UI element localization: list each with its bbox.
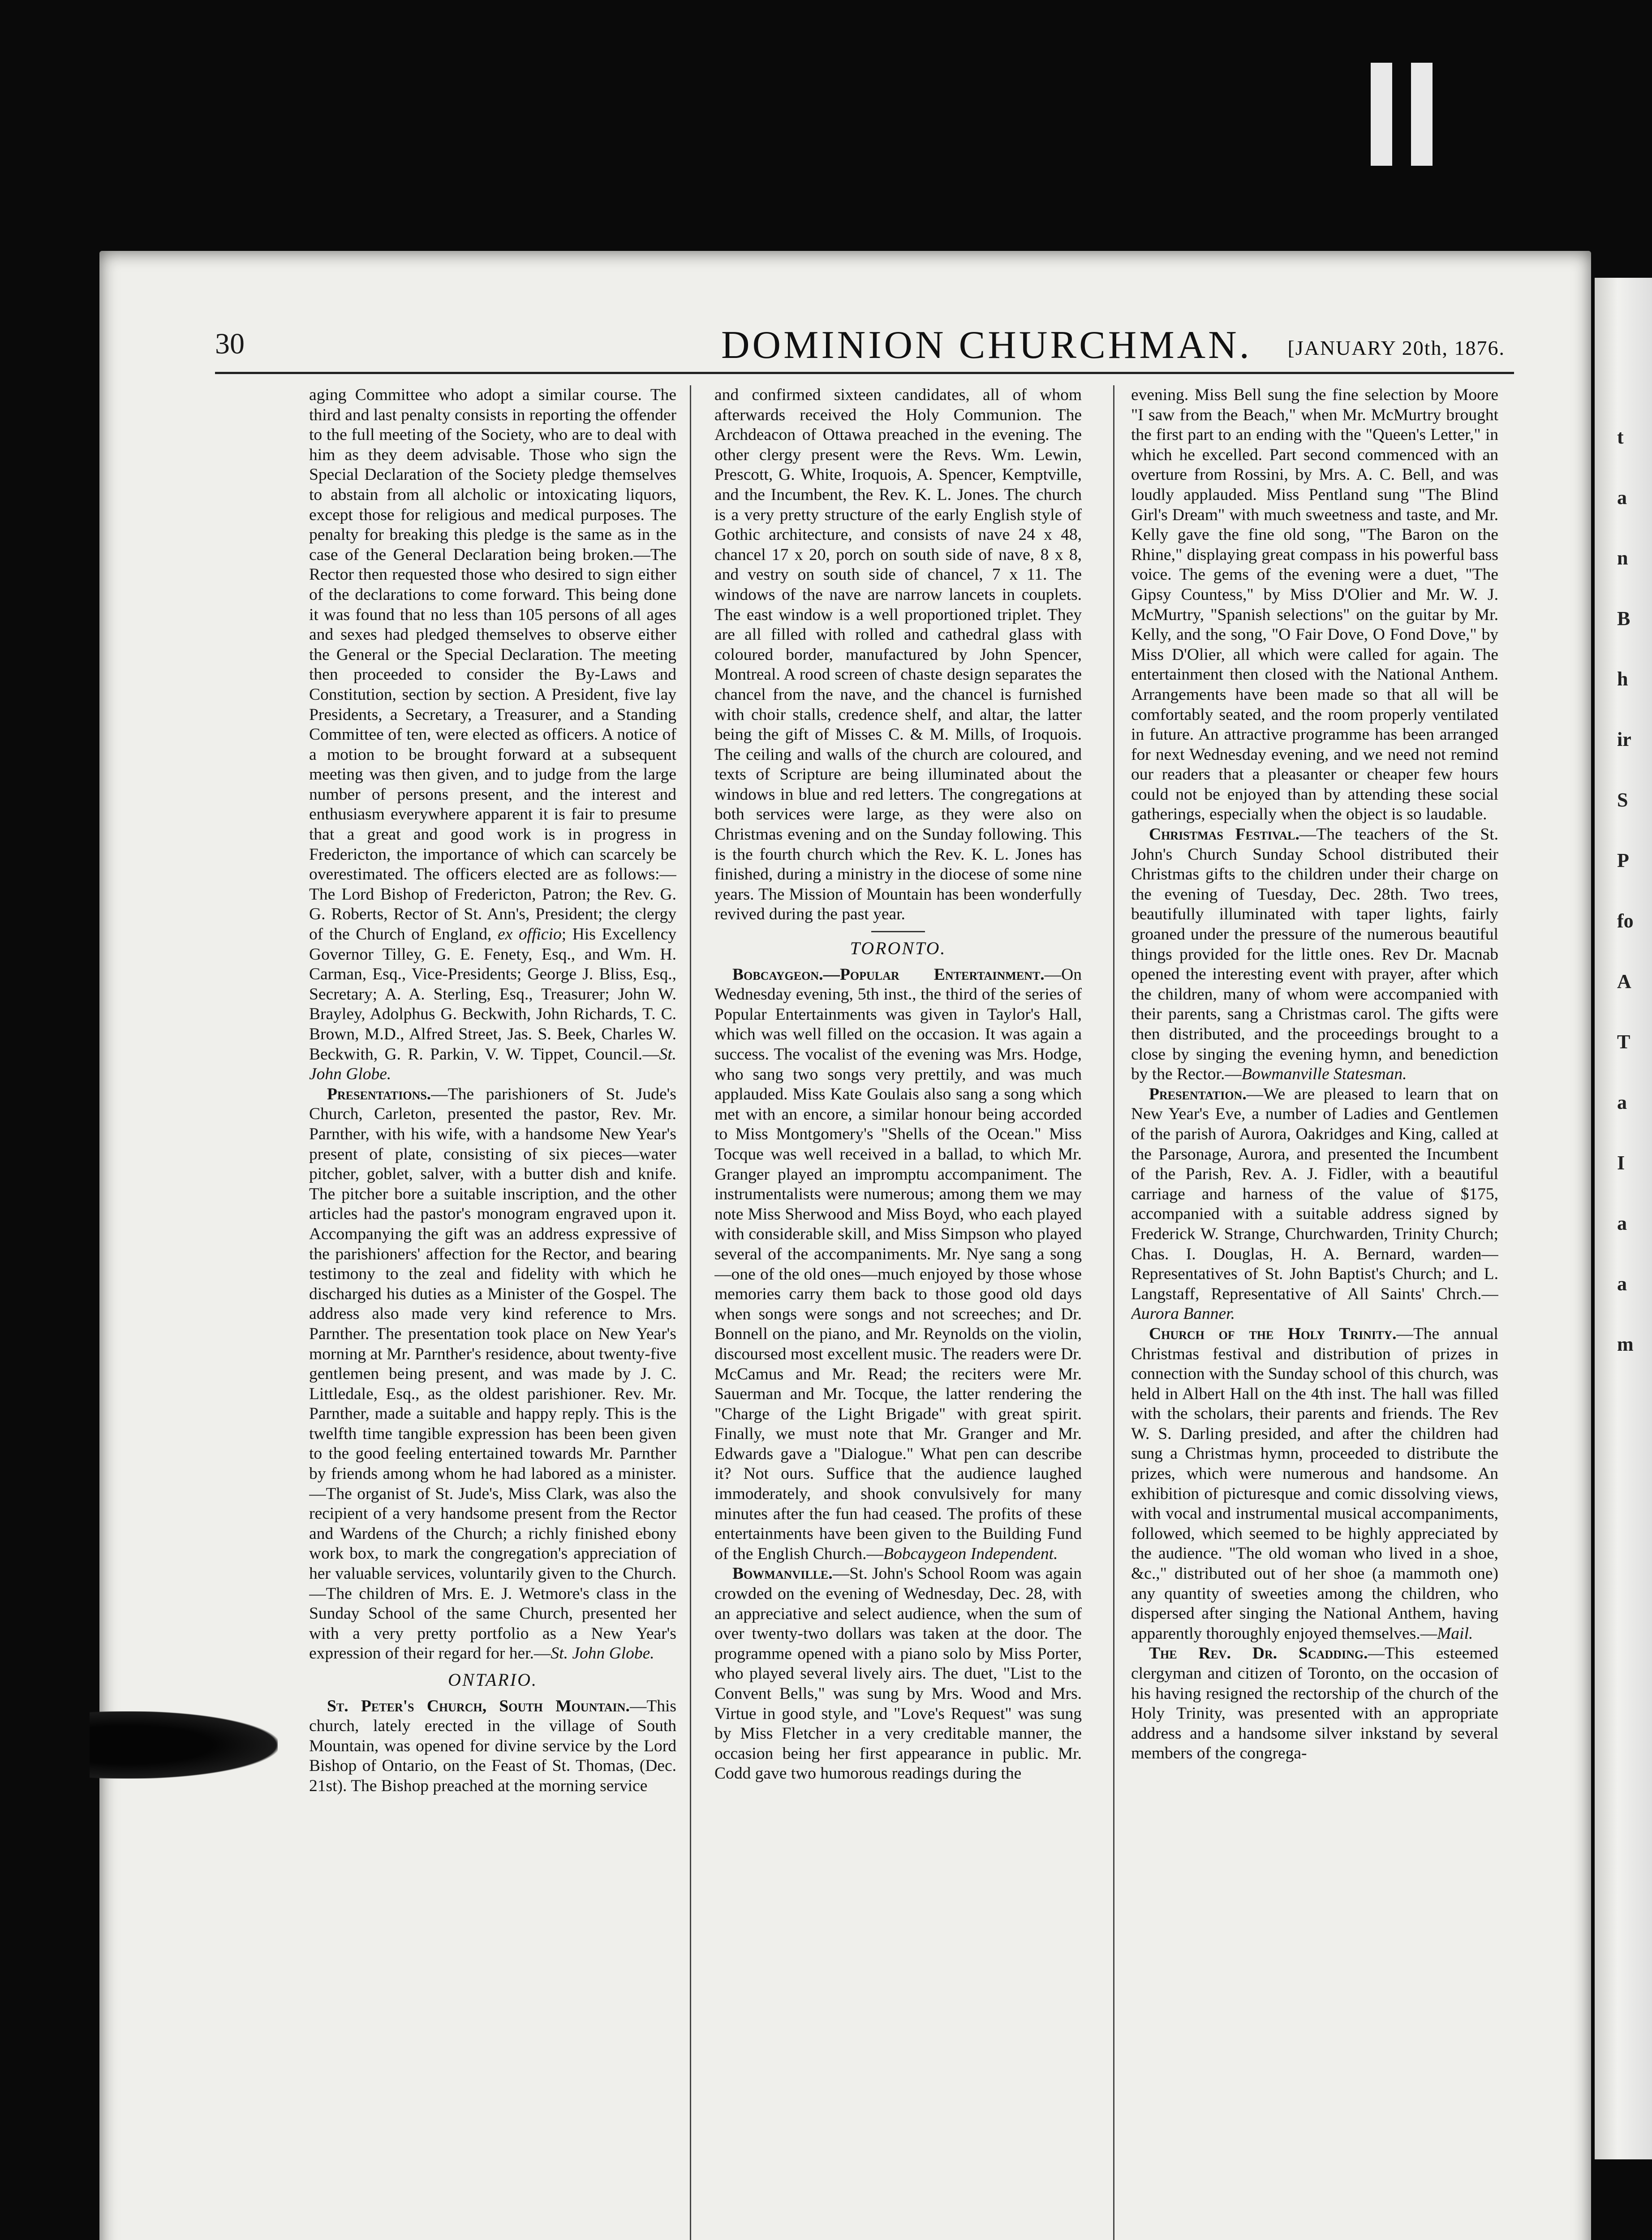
adjacent-page-letter: m xyxy=(1617,1333,1634,1355)
scanner-thumb-shadow xyxy=(90,1711,278,1779)
adjacent-page-letter: S xyxy=(1617,789,1628,811)
adjacent-page-letter: P xyxy=(1617,849,1629,871)
article-christmas-festival: Christmas Festival.—The teachers of the St. John's Church Sunday School distributed their Christmas gifts to the children under their charge on the evening of Tuesday, Dec. 28th. Two trees, beautifully illuminated with taper lights, fairly groaned under the pressure of the numerous beautiful things provided for the little ones. Rev Dr. Macnab opened the interesting event with prayer, after which the children, many of whom were accompanied with their parents, sang a Christmas carol. The gifts were then distributed, and the proceedings brought to a close by singing the evening hymn, and benediction by the Rector.—Bowmanville Statesman. xyxy=(1131,825,1498,1084)
article-bowmanville: Bowmanville.—St. John's School Room was again crowded on the evening of Wednesday, Dec. 28, with an appreciative and select audience, when the sum of over twenty-two dollars was taken at the door. The programme opened with a piano solo by Miss Porter, who played several lively airs. The duet, "List to the Convent Bells," was sung by Mrs. Wood and Mrs. Virtue in good style, and "Love's Request" was sung by Miss Fletcher in a very creditable manner, the occasion being her first appearance in public. Mr. Codd gave two humorous readings during the xyxy=(714,1564,1082,1783)
article-st-peters-church: St. Peter's Church, South Mountain.—This church, lately erected in the village of South Mountain, was opened for divine service by the Lord Bishop of Ontario, on the Feast of St. Thomas, (Dec. 21st). The Bishop preached at the morning service xyxy=(309,1697,676,1795)
adjacent-page-letter: n xyxy=(1617,547,1628,569)
article-bobcaygeon: Bobcaygeon.—Popular Entertainment.—On Wednesday evening, 5th inst., the third of the series of Popular Entertainments was given in Taylor's Hall, which was well filled on the occasion. It was again a success. The vocalist of the evening was Mrs. Hodge, who sang two songs very prettily, and was much applauded. Miss Kate Goulais also sang a song which met with an encore, a similar honour being accorded to Miss Montgomery's "Shells of the Ocean." Miss Tocque was well received in a ballad, to which Mr. Granger played an impromptu accompaniment. The instrumentalists were numerous; among them we may note Miss Sherwood and Miss Boyd, who each played with considerable skill, and Miss Simpson who played several of the accompaniments. Mr. Nye sang a song—one of the old ones—much enjoyed by those whose memories carry them back to those good old days when songs were songs and not screeches; and Dr. Bonnell on the piano, and Mr. Reynolds on the violin, discoursed most excellent music. The readers were Dr. McCamus and Mr. Read; the reciters were Mr. Sauerman and Mr. Tocque, the latter rendering the "Charge of the Light Brigade" with great spirit. Finally, we must note that Mr. Granger and Mr. Edwards gave a "Dialogue." What pen can describe it? Not ours. Suffice that the audience laughed immoderately, and shook convulsively for many minutes after the fun had ceased. The profits of these entertainments have been given to the Building Fund of the English Church.—Bobcaygeon Independent. xyxy=(714,965,1082,1563)
article-bowmanville-continued: evening. Miss Bell sung the fine selection by Moore "I saw from the Beach," when Mr. McMurtry brought the first part to an ending with the "Queen's Letter," in which he excelled. Part second commenced with an overture from Rossini, by Mrs. A. C. Bell, and was loudly applauded. Miss Pentland sung "The Blind Girl's Dream" with much sweetness and taste, and Mr. Kelly gave the fine old song, "The Baron on the Rhine," displaying great compass in his powerful bass voice. The gems of the evening were a duet, "The Gipsy Countess," by Miss D'Olier and Mr. W. J. McMurtry, "Spanish selections" on the guitar by Mr. Kelly, and the song, "O Fair Dove, O Fond Dove," by Miss D'Olier, all which were called for again. The entertainment then closed with the National Anthem. Arrangements have been made so that all will be comfortably seated, and the room properly ventilated in future. An attractive programme has been arranged for next Wednesday evening, and we need not remind our readers that a pleasanter or cheaper few hours could not be enjoyed than by attending these social gatherings, especially when the object is so laudable. xyxy=(1131,386,1498,824)
adjacent-page-letter: B xyxy=(1617,607,1630,629)
article-rev-scadding: The Rev. Dr. Scadding.—This esteemed clergyman and citizen of Toronto, on the occasion of his having resigned the rectorship of the church of the Holy Trinity, was presented with an appropriate address and a handsome silver inkstand by several members of the congrega- xyxy=(1131,1644,1498,1763)
film-mark-top-1 xyxy=(1371,63,1392,166)
adjacent-page-letter: a xyxy=(1617,1212,1627,1234)
column-2 xyxy=(714,385,1082,2240)
adjacent-page-letter: fo xyxy=(1617,910,1634,932)
article-st-peters-continued: and confirmed sixteen candidates, all of whom afterwards received the Holy Communion. The Archdeacon of Ottawa preached in the evening. The other clergy present were the Revs. Wm. Lewin, Prescott, G. White, Iroquois, A. Spencer, Kemptville, and the Incumbent, the Rev. K. L. Jones. The church is a very pretty structure of the early English style of Gothic architecture, and consists of nave 24 x 48, chancel 17 x 20, porch on south side of nave, 8 x 8, and vestry on south side of chancel, 7 x 11. The windows of the nave are narrow lancets in couplets. The east window is a well proportioned triplet. They are all filled with rolled and cathedral glass with coloured border, manufactured by John Spencer, Montreal. A rood screen of chaste design separates the chancel from the nave, and the chancel is furnished with choir stalls, credence shelf, and altar, the latter being the gift of Misses C. & M. Mills, of Iroquois. The ceiling and walls of the church are coloured, and texts of Scripture are being illuminated about the windows in blue and red letters. The congregations at both services were large, as they were also on Christmas evening and on the Sunday following. This is the fourth church which the Rev. K. L. Jones has finished, during a ministry in the diocese of some nine years. The Mission of Mountain has been wonderfully revived during the past year. xyxy=(714,386,1082,924)
issue-date: [JANUARY 20th, 1876. xyxy=(1287,336,1505,359)
column-1 xyxy=(309,385,676,2240)
section-divider xyxy=(871,931,925,932)
publication-title: DOMINION CHURCHMAN. xyxy=(721,323,1252,367)
adjacent-page-letter: a xyxy=(1617,1273,1627,1295)
column-rule-1 xyxy=(690,385,691,2240)
film-mark-top-2 xyxy=(1411,63,1433,166)
article-presentations: Presentations.—The parishioners of St. Jude's Church, Carleton, presented the pastor, Rev. Mr. Parnther, with his wife, with a handsome New Year's present of plate, consisting of six pieces—water pitcher, goblet, salver, with a butter dish and knife. The pitcher bore a suitable inscription, and the other articles had the pastor's monogram engraved upon it. Accompanying the gift was an address expressive of the parishioners' affection for the Rector, and bearing testimony to the zeal and fidelity with which he discharged his duties as a Minister of the Gospel. The address also made very kind reference to Mrs. Parnther. The presentation took place on New Year's morning at Mr. Parnther's residence, about twenty-five gentlemen being present, and was made by J. C. Littledale, Esq., as the oldest parishioner. Rev. Mr. Parnther, made a suitable and happy reply. This is the twelfth time tangible expression has been been given to the good feeling entertained towards Mr. Parnther by friends among whom he had labored as a minister.—The organist of St. Jude's, Miss Clark, was also the recipient of a very handsome present from the Rector and Wardens of the Church; a richly finished ebony work box, to mark the congregation's appreciation of her valuable services, voluntarily given to the Church.—The children of Mrs. E. J. Wetmore's class in the Sunday School of the same Church, presented her with a very pretty portfolio as a New Year's expression of their regard for her.—St. John Globe. xyxy=(309,1085,676,1663)
adjacent-page-letter: T xyxy=(1617,1031,1630,1053)
adjacent-page-letter: I xyxy=(1617,1152,1625,1174)
section-heading-ontario: ONTARIO. xyxy=(448,1670,538,1690)
article-presentation-aurora: Presentation.—We are pleased to learn that on New Year's Eve, a number of Ladies and Gentlemen of the parish of Aurora, Oakridges and King, called at the Parsonage, Aurora, and presented the Incumbent of the Parish, Rev. A. J. Fidler, with a beautiful carriage and harness of the value of $175, accompanied with a suitable address signed by Frederick W. Strange, Churchwarden, Trinity Church; Chas. I. Douglas, H. A. Bernard, warden—Representatives of St. John Baptist's Church; and L. Langstaff, Representative of All Saints' Chrch.—Aurora Banner. xyxy=(1131,1085,1498,1323)
article-temperance-society: aging Committee who adopt a similar course. The third and last penalty consists in reporting the offender to the full meeting of the Society, who are to deal with him as they deem advisable. Those who sign the Special Declaration of the Society pledge themselves to abstain from all alcholic or intoxicating liquors, except those for religious and medical purposes. The penalty for breaking this pledge is the same as in the case of the General Declaration being broken.—The Rector then requested those who desired to sign either of the declarations to come forward. This being done it was found that no less than 105 persons of all ages and sexes had pledged themselves to observe either the General or the Special Declaration. The meeting then proceeded to consider the By-Laws and Constitution, section by section. A President, five lay Presidents, a Secretary, a Treasurer, and a Standing Committee of ten, were elected as officers. A notice of a motion to be brought forward at a subsequent meeting was then given, and to judge from the large number of persons present, and the interest and enthusiasm everywhere apparent it is fair to presume that a great and good work is in progress in Fredericton, the importance of which can scarcely be overestimated. The officers elected are as follows:—The Lord Bishop of Fredericton, Patron; the Rev. G. G. Roberts, Rector of St. Ann's, President; the clergy of the Church of England, ex officio; His Excellency Governor Tilley, G. E. Fenety, Esq., and Wm. H. Carman, Esq., Vice-Presidents; George J. Bliss, Esq., Secretary; A. A. Sterling, Esq., Treasurer; John W. Brayley, Adolphus G. Beckwith, John Richards, T. C. Brown, M.D., Alfred Street, Jas. S. Beek, Charles W. Beckwith, G. R. Parkin, V. W. Tippet, Council.—St. John Globe. xyxy=(309,386,676,1084)
adjacent-page-letter: h xyxy=(1617,668,1628,690)
adjacent-page-letter: a xyxy=(1617,1091,1627,1113)
section-heading-toronto: TORONTO. xyxy=(850,938,946,959)
column-3 xyxy=(1131,385,1498,2240)
article-holy-trinity: Church of the Holy Trinity.—The annual Christmas festival and distribution of prizes in connection with the Sunday school of this church, was held in Albert Hall on the 4th inst. The hall was filled with the scholars, their parents and friends. The Rev W. S. Darling presided, and after the children had sung a Christmas hymn, proceeded to distribute the prizes, which were numerous and handsome. An exhibition of picturesque and comic dissolving views, with vocal and instrumental musical accompaniments, followed, which seemed to be highly appreciated by the audience. "The old woman who lived in a shoe, &c.," distributed out of her shoe (a mammoth one) any quantity of sweeties among the children, who dispersed after singing the National Anthem, having apparently thoroughly enjoyed themselves.—Mail. xyxy=(1131,1324,1498,1643)
adjacent-page-letter: a xyxy=(1617,487,1627,508)
adjacent-page-letter: ir xyxy=(1617,728,1631,750)
page-header xyxy=(215,323,1514,374)
page-number: 30 xyxy=(215,327,245,360)
adjacent-page-letter: A xyxy=(1617,970,1631,992)
adjacent-page-letter: t xyxy=(1617,426,1624,448)
column-rule-2 xyxy=(1113,385,1114,2240)
